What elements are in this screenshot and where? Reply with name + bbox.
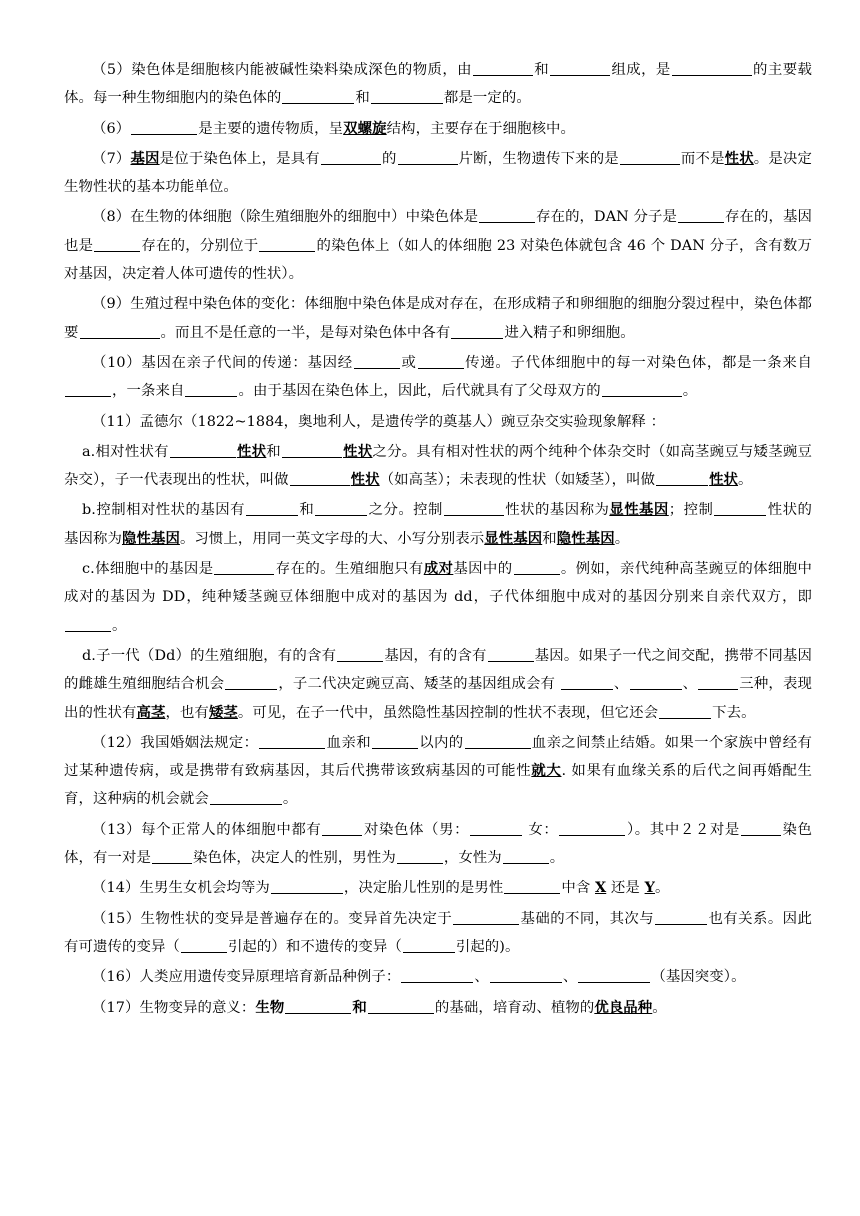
question-text: （6） [92, 120, 131, 137]
question-q9 [64, 290, 812, 347]
question-text: 组成，是 [611, 62, 671, 78]
emphasized-term: 性状 [342, 442, 373, 460]
question-q15 [64, 905, 812, 962]
question-text: 。 [654, 880, 670, 897]
fill-in-blank[interactable] [550, 60, 610, 76]
fill-in-blank[interactable] [315, 500, 367, 516]
question-text: （17）生物变异的意义： [92, 999, 256, 1016]
question-text: 的主要载体。每一种生物细胞内的染色体的 [64, 62, 812, 107]
question-text: 。 [112, 617, 127, 634]
question-text: 。 [652, 999, 667, 1016]
question-text: （5）染色体是细胞核内能被碱性染料染成深色的物质，由 [92, 62, 472, 78]
question-text: 。是决定生物性状的基本功能单位。 [64, 150, 812, 196]
fill-in-blank[interactable] [473, 60, 533, 76]
fill-in-blank[interactable] [490, 967, 562, 983]
question-text: 也有关系。因此有可遗传的变异（ [64, 910, 812, 955]
question-text: 。 [282, 791, 298, 808]
question-q12 [64, 729, 812, 814]
question-q14 [64, 874, 812, 902]
question-q11b [64, 496, 812, 553]
question-text: 或 [400, 354, 417, 371]
question-text: 基因，有的含有 [384, 647, 487, 664]
emphasized-term: 和 [352, 998, 367, 1016]
fill-in-blank[interactable] [698, 674, 738, 690]
question-text: 是位于染色体上，是具有 [159, 150, 320, 167]
question-text: （9）生殖过程中染色体的变化：体细胞中染色体是成对存在，在形成精子和卵细胞的细胞分裂过程中，染色体都要 [64, 296, 812, 341]
question-text: 血亲和 [326, 734, 371, 751]
question-text: ，女性为 [443, 850, 502, 867]
fill-in-blank[interactable] [470, 820, 522, 836]
question-text: （14）生男生女机会均等为 [92, 880, 270, 897]
fill-in-blank[interactable] [398, 149, 458, 165]
emphasized-term: 基因 [130, 149, 160, 167]
question-text: 三种，表现出的性状有 [64, 676, 813, 721]
fill-in-blank[interactable] [282, 442, 342, 458]
fill-in-blank[interactable] [368, 998, 434, 1014]
question-text: ；控制 [668, 502, 714, 519]
question-text: 之分。控制 [368, 502, 443, 519]
question-text: 和 [533, 62, 550, 78]
question-text: ，一条来自 [112, 383, 185, 400]
question-text: 传递。子代体细胞中的每一对染色体，都是一条来自 [464, 354, 812, 371]
question-text: 片断，生物遗传下来的是 [458, 150, 619, 167]
fill-in-blank[interactable] [678, 207, 724, 223]
question-text: （12）我国婚姻法规定： [92, 734, 259, 751]
question-text: 、 [562, 969, 578, 986]
fill-in-blank[interactable] [152, 848, 192, 864]
question-q11a [64, 438, 812, 495]
fill-in-blank[interactable] [659, 703, 711, 719]
question-text: 中含 [561, 880, 595, 897]
fill-in-blank[interactable] [372, 733, 418, 749]
question-text: 。 [549, 850, 565, 867]
fill-in-blank[interactable] [503, 848, 549, 864]
question-text: 的 [381, 150, 397, 167]
question-text: 都是一定的。 [443, 90, 531, 107]
fill-in-blank[interactable] [403, 937, 455, 953]
emphasized-term: 矮茎 [208, 703, 238, 721]
fill-in-blank[interactable] [80, 323, 160, 339]
question-text: 存在的，分别位于 [141, 237, 259, 254]
emphasized-term: 高茎 [136, 703, 166, 721]
question-text: 存在的，基因也是 [64, 209, 812, 254]
question-text: 。例如，亲代纯种高茎豌豆的体细胞中成对的基因为 DD，纯种矮茎豌豆体细胞中成对的基因为 dd，子代体细胞中成对的基因分别来自亲代双方，即 [64, 561, 813, 606]
question-q16 [64, 963, 812, 991]
fill-in-blank[interactable] [741, 820, 781, 836]
fill-in-blank[interactable] [65, 616, 111, 632]
question-text: 的基础，培育动、植物的 [434, 999, 595, 1016]
question-text: 之分。具有相对性状的两个纯种个体杂交时（如高茎豌豆与矮茎豌豆杂交），子一代表现出的性状，叫做 [64, 443, 812, 489]
fill-in-blank[interactable] [561, 674, 613, 690]
emphasized-term: 隐性基因 [121, 529, 180, 547]
question-text: （基因突变）。 [651, 969, 746, 986]
question-text: 。 [614, 530, 630, 547]
question-text: （如高茎）；未表现的性状（如矮茎），叫做 [379, 472, 656, 489]
emphasized-term: X [594, 879, 607, 897]
question-text: 基因中的 [453, 561, 513, 578]
question-text: . 如果有血缘关系的后代之间再婚配生育，这种病的机会就会 [64, 763, 813, 808]
question-q6 [64, 115, 812, 143]
fill-in-blank[interactable] [259, 733, 325, 749]
emphasized-term: 显性基因 [484, 529, 543, 547]
question-text: （7） [92, 150, 131, 167]
emphasized-term: 隐性基因 [556, 529, 615, 547]
emphasized-term: 生物 [255, 998, 285, 1016]
question-q13 [64, 816, 812, 873]
fill-in-blank[interactable] [630, 674, 682, 690]
question-text: 染色体，决定人的性别，男性为 [192, 850, 396, 867]
question-text: ，决定胎儿性别的是男性 [343, 880, 504, 897]
question-q7 [64, 145, 812, 202]
question-text: 是主要的遗传物质，呈 [198, 120, 344, 137]
emphasized-term: 性状 [350, 471, 380, 489]
fill-in-blank[interactable] [578, 967, 650, 983]
question-text: 结构，主要存在于细胞核中。 [386, 120, 576, 137]
fill-in-blank[interactable] [655, 909, 707, 925]
fill-in-blank[interactable] [290, 470, 350, 486]
fill-in-blank[interactable] [602, 381, 682, 397]
fill-in-blank[interactable] [131, 119, 197, 135]
question-text: 。习惯上，用同一英文字母的大、小写分别表示 [179, 530, 485, 547]
question-q11c [64, 555, 812, 640]
question-text: 。 [738, 472, 753, 489]
question-text: 进入精子和卵细胞。 [504, 324, 635, 341]
fill-in-blank[interactable] [620, 149, 680, 165]
question-text: 下去。 [712, 704, 756, 721]
emphasized-term: 成对 [423, 560, 454, 578]
question-text: ，也有 [165, 704, 209, 721]
fill-in-blank[interactable] [453, 909, 519, 925]
question-text: 和 [298, 502, 315, 519]
fill-in-blank[interactable] [559, 820, 625, 836]
fill-in-blank[interactable] [214, 559, 274, 575]
question-text: （8）在生物的体细胞（除生殖细胞外的细胞中）中染色体是 [92, 209, 479, 226]
question-q11d [64, 642, 812, 727]
fill-in-blank[interactable] [397, 848, 443, 864]
fill-in-blank[interactable] [210, 789, 282, 805]
fill-in-blank[interactable] [444, 500, 504, 516]
fill-in-blank[interactable] [465, 733, 531, 749]
question-text: （16）人类应用遗传变异原理培育新品种例子： [92, 969, 401, 986]
question-text: ）。其中２２对是 [626, 821, 740, 838]
fill-in-blank[interactable] [354, 353, 400, 369]
question-text: 性状的基因称为 [504, 502, 610, 519]
fill-in-blank[interactable] [271, 878, 343, 894]
question-text: 而不是 [680, 150, 725, 167]
question-text: （11）孟德尔（1822~1884，奥地利人，是遗传学的奠基人）豌豆杂交实验现象解释 ： [92, 413, 666, 430]
question-q17 [64, 994, 812, 1022]
fill-in-blank[interactable] [321, 149, 381, 165]
question-text: 还是 [606, 880, 645, 897]
fill-in-blank[interactable] [418, 353, 464, 369]
question-text: 和 [542, 530, 557, 547]
question-text: （13）每个正常人的体细胞中都有 [92, 821, 322, 838]
question-text: 、 [613, 676, 629, 693]
fill-in-blank[interactable] [371, 88, 443, 104]
question-text: 和 [266, 443, 281, 460]
emphasized-term: 双螺旋 [343, 119, 387, 137]
question-text: ，子二代决定豌豆高、矮茎的基因组成会有 [278, 676, 560, 693]
fill-in-blank[interactable] [337, 646, 383, 662]
question-text: 。可见，在子一代中，虽然隐性基因控制的性状不表现，但它还会 [237, 704, 659, 721]
question-text: 存在的，DAN 分子是 [536, 209, 678, 226]
fill-in-blank[interactable] [504, 878, 560, 894]
fill-in-blank[interactable] [94, 236, 140, 252]
question-text: （10）基因在亲子代间的传递：基因经 [92, 354, 353, 371]
question-text: （15）生物性状的变异是普遍存在的。变异首先决定于 [92, 910, 453, 927]
fill-in-blank[interactable] [181, 937, 227, 953]
question-text: 血亲之间禁止结婚。如果一个家族中曾经有过某种遗传病，或是携带有致病基因，其后代携带该致病基因的可能性 [64, 734, 812, 780]
question-q8 [64, 203, 812, 288]
question-text: 、 [474, 969, 489, 986]
question-text: 。 [682, 383, 698, 400]
question-text: 。而且不是任意的一半，是每对染色体中各有 [160, 324, 451, 341]
emphasized-term: 性状 [724, 149, 754, 167]
fill-in-blank[interactable] [672, 60, 752, 76]
fill-in-blank[interactable] [185, 381, 237, 397]
fill-in-blank[interactable] [714, 500, 766, 516]
question-text: a.相对性状有 [82, 443, 169, 460]
emphasized-term: 性状 [709, 471, 739, 489]
question-text: 和 [355, 90, 370, 107]
emphasized-term: 就大 [531, 762, 562, 780]
fill-in-blank[interactable] [65, 381, 111, 397]
question-text: 以内的 [418, 734, 464, 751]
question-text: 、 [682, 676, 698, 693]
fill-in-blank[interactable] [322, 820, 362, 836]
fill-in-blank[interactable] [656, 470, 708, 486]
question-text: 的染色体上（如人的体细胞 23 对染色体就包含 46 个 DAN 分子，含有数万对基因，决定着人体可遗传的性状）。 [64, 237, 812, 283]
question-text: 对染色体（男： [363, 821, 470, 838]
fill-in-blank[interactable] [285, 998, 351, 1014]
question-text: 基础的不同，其次与 [520, 910, 655, 927]
fill-in-blank[interactable] [259, 236, 315, 252]
fill-in-blank[interactable] [246, 500, 298, 516]
fill-in-blank[interactable] [451, 323, 503, 339]
emphasized-term: 性状 [236, 442, 267, 460]
question-text: c.体细胞中的基因是 [82, 561, 214, 578]
emphasized-term: 显性基因 [609, 501, 669, 519]
fill-in-blank[interactable] [225, 674, 277, 690]
question-text: d.子一代（Dd）的生殖细胞，有的含有 [82, 647, 337, 664]
emphasized-term: Y [644, 879, 655, 897]
worksheet-page [64, 56, 812, 1024]
fill-in-blank[interactable] [479, 207, 535, 223]
question-text: 。由于基因在染色体上，因此，后代就具有了父母双方的 [238, 383, 601, 400]
question-text: 女： [523, 821, 559, 838]
question-text: 存在的。生殖细胞只有 [275, 561, 424, 578]
question-text: 引起的)。 [455, 938, 520, 955]
question-text: 染色体，有一对是 [64, 821, 813, 867]
fill-in-blank[interactable] [282, 88, 354, 104]
fill-in-blank[interactable] [401, 967, 473, 983]
fill-in-blank[interactable] [488, 646, 534, 662]
question-q5 [64, 56, 812, 113]
question-text: b.控制相对性状的基因有 [82, 502, 245, 519]
question-q10 [64, 349, 812, 406]
fill-in-blank[interactable] [514, 559, 560, 575]
emphasized-term: 优良品种 [594, 998, 653, 1016]
question-q11 [64, 408, 812, 436]
question-text: 性状的基因称为 [64, 502, 812, 547]
question-text: 引起的）和不遗传的变异（ [227, 938, 402, 955]
fill-in-blank[interactable] [170, 442, 236, 458]
question-text: 基因。如果子一代之间交配，携带不同基因的雌雄生殖细胞结合机会 [64, 647, 813, 693]
